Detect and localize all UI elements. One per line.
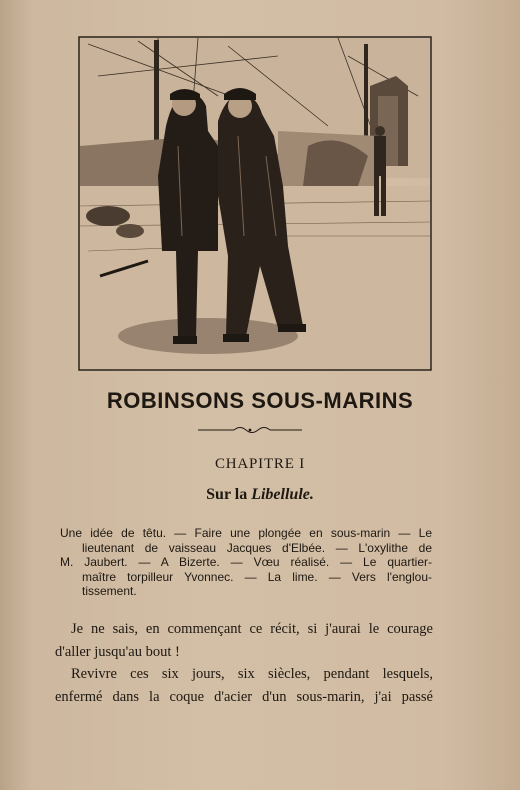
chapter-body [55,618,433,708]
chapter-summary [60,526,432,599]
summary-line: lieutenant de vaisseau Jacques d'Elbée. — L'oxylithe de [82,540,432,555]
engraving-illustration [78,36,432,371]
title-ornament [198,424,302,436]
body-line: Revivre ces six jours, six siècles, pendant lesquels, [71,666,433,682]
summary-line: Une idée de têtu. — Faire une plongée en sous-marin — Le [60,526,432,540]
book-title: ROBINSONS SOUS-MARINS [106,388,414,413]
body-line: Je ne sais, en commençant ce récit, si j'aurai le courage [71,621,433,637]
summary-line: tissement. [82,584,137,599]
summary-line: M. Jaubert. — A Bizerte. — Vœu réalisé. — Le quartier- [60,555,432,570]
chapter-title [0,486,520,504]
chapter-number: CHAPITRE I [214,456,306,472]
body-line: enfermé dans la coque d'acier d'un sous-marin, j'ai passé [55,688,433,705]
summary-line: maître torpilleur Yvonnec. — La lime. — Vers l'englou- [82,569,432,584]
body-line: d'aller jusqu'au bout ! [55,643,180,660]
chapter-title-prefix: Sur la [206,486,252,503]
chapter-title-italic: Libellule. [251,486,314,503]
